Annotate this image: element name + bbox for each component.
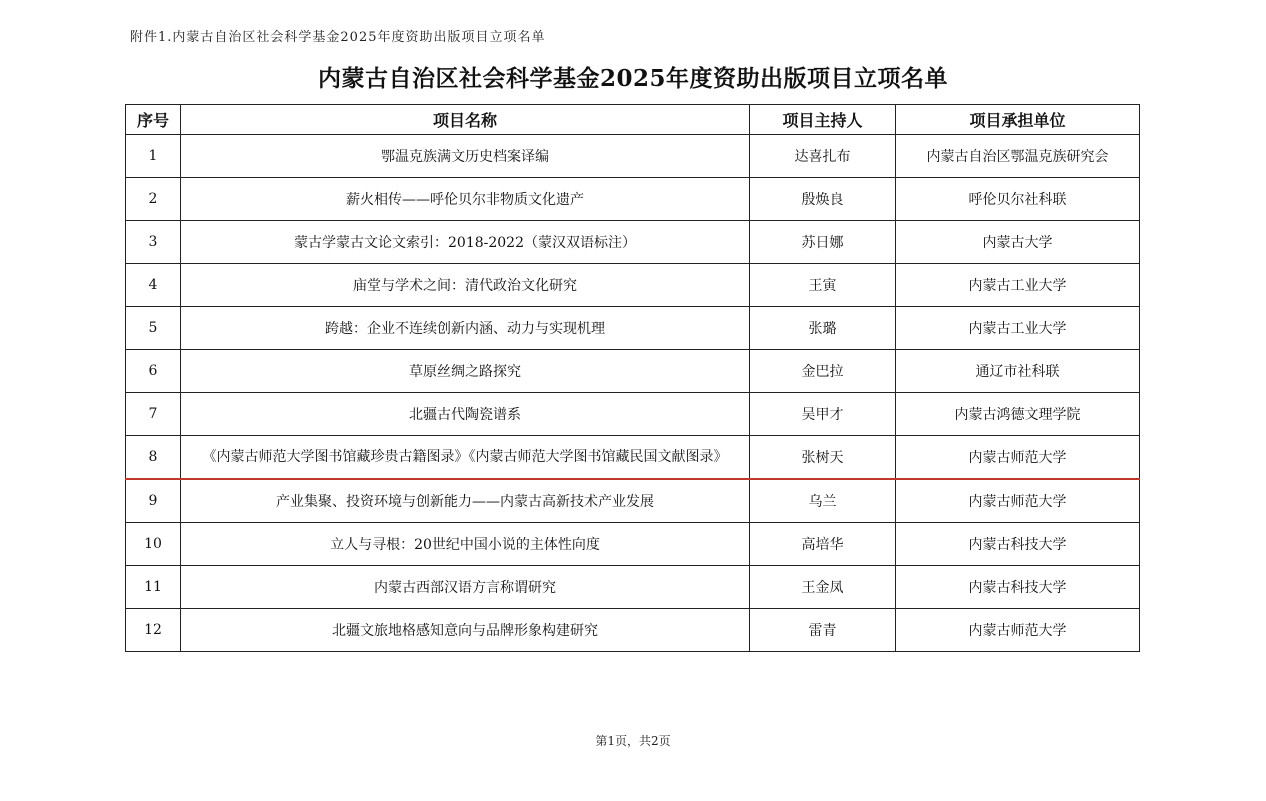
cell-leader: 张璐 xyxy=(750,307,896,350)
table-row xyxy=(126,264,1140,307)
cell-project-name: 内蒙古西部汉语方言称谓研究 xyxy=(181,566,750,609)
column-header-unit: 项目承担单位 xyxy=(896,105,1140,135)
cell-unit: 内蒙古工业大学 xyxy=(896,307,1140,350)
cell-leader: 金巴拉 xyxy=(750,350,896,393)
column-header-name: 项目名称 xyxy=(181,105,750,135)
cell-project-name: 《内蒙古师范大学图书馆藏珍贵古籍图录》《内蒙古师范大学图书馆藏民国文献图录》 xyxy=(181,436,750,480)
cell-leader: 张树天 xyxy=(750,436,896,480)
cell-unit: 内蒙古工业大学 xyxy=(896,264,1140,307)
table-row xyxy=(126,307,1140,350)
cell-leader: 雷青 xyxy=(750,609,896,652)
cell-no: 7 xyxy=(126,393,181,436)
cell-no: 10 xyxy=(126,523,181,566)
cell-project-name: 薪火相传——呼伦贝尔非物质文化遗产 xyxy=(181,178,750,221)
cell-project-name: 跨越：企业不连续创新内涵、动力与实现机理 xyxy=(181,307,750,350)
table-row xyxy=(126,479,1140,523)
cell-project-name: 鄂温克族满文历史档案译编 xyxy=(181,135,750,178)
attachment-note: 附件1.内蒙古自治区社会科学基金2025年度资助出版项目立项名单 xyxy=(130,30,546,45)
table-row xyxy=(126,609,1140,652)
document-title: 内蒙古自治区社会科学基金2025年度资助出版项目立项名单 xyxy=(317,65,948,92)
table-row xyxy=(126,393,1140,436)
cell-unit: 内蒙古自治区鄂温克族研究会 xyxy=(896,135,1140,178)
cell-no: 12 xyxy=(126,609,181,652)
cell-no: 8 xyxy=(126,436,181,480)
table-row xyxy=(126,135,1140,178)
column-header-no: 序号 xyxy=(126,105,181,135)
cell-no: 5 xyxy=(126,307,181,350)
cell-project-name: 庙堂与学术之间：清代政治文化研究 xyxy=(181,264,750,307)
cell-unit: 内蒙古师范大学 xyxy=(896,609,1140,652)
cell-unit: 内蒙古鸿德文理学院 xyxy=(896,393,1140,436)
cell-leader: 吴甲才 xyxy=(750,393,896,436)
cell-unit: 通辽市社科联 xyxy=(896,350,1140,393)
project-table xyxy=(125,104,1140,652)
cell-leader: 乌兰 xyxy=(750,479,896,523)
cell-unit: 内蒙古师范大学 xyxy=(896,436,1140,480)
column-header-leader: 项目主持人 xyxy=(750,105,896,135)
cell-unit: 内蒙古科技大学 xyxy=(896,566,1140,609)
table-header-row xyxy=(126,105,1140,135)
cell-leader: 苏日娜 xyxy=(750,221,896,264)
cell-unit: 内蒙古师范大学 xyxy=(896,479,1140,523)
cell-no: 3 xyxy=(126,221,181,264)
cell-unit: 呼伦贝尔社科联 xyxy=(896,178,1140,221)
cell-unit: 内蒙古科技大学 xyxy=(896,523,1140,566)
cell-unit: 内蒙古大学 xyxy=(896,221,1140,264)
cell-leader: 王寅 xyxy=(750,264,896,307)
cell-no: 6 xyxy=(126,350,181,393)
table-row xyxy=(126,350,1140,393)
cell-no: 11 xyxy=(126,566,181,609)
cell-project-name: 北疆古代陶瓷谱系 xyxy=(181,393,750,436)
table-row xyxy=(126,221,1140,264)
table-row xyxy=(126,566,1140,609)
cell-leader: 达喜扎布 xyxy=(750,135,896,178)
cell-no: 4 xyxy=(126,264,181,307)
table-row xyxy=(126,523,1140,566)
table-row xyxy=(126,178,1140,221)
cell-project-name: 蒙古学蒙古文论文索引：2018-2022（蒙汉双语标注） xyxy=(181,221,750,264)
cell-project-name: 北疆文旅地格感知意向与品牌形象构建研究 xyxy=(181,609,750,652)
cell-project-name: 草原丝绸之路探究 xyxy=(181,350,750,393)
cell-project-name: 产业集聚、投资环境与创新能力——内蒙古高新技术产业发展 xyxy=(181,479,750,523)
cell-no: 1 xyxy=(126,135,181,178)
cell-no: 2 xyxy=(126,178,181,221)
page-indicator: 第1页，共2页 xyxy=(595,734,671,748)
cell-leader: 王金凤 xyxy=(750,566,896,609)
cell-leader: 高培华 xyxy=(750,523,896,566)
cell-leader: 殷焕良 xyxy=(750,178,896,221)
cell-project-name: 立人与寻根：20世纪中国小说的主体性向度 xyxy=(181,523,750,566)
cell-no: 9 xyxy=(126,479,181,523)
table-row xyxy=(126,436,1140,480)
